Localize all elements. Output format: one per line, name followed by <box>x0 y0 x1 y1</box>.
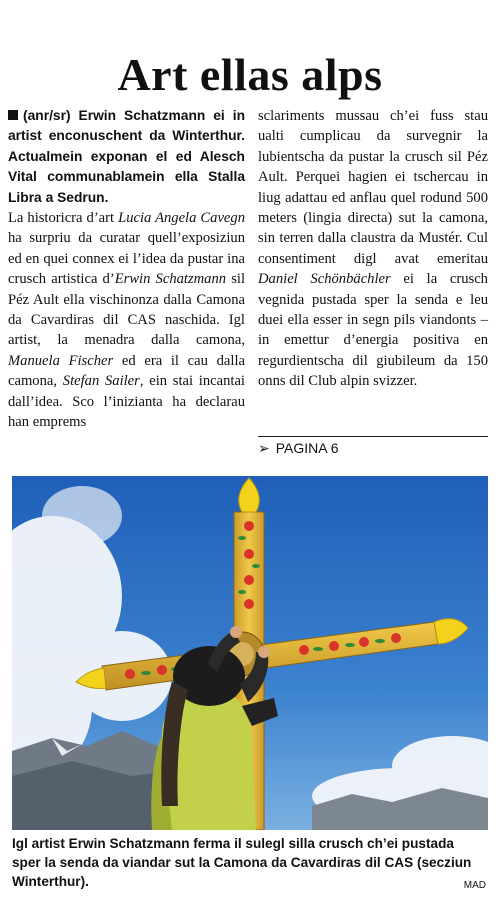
person-name: Manuela Fischer <box>8 352 114 369</box>
headline: Art ellas alps <box>117 48 383 100</box>
person-name: Stefan Sailer <box>62 373 140 390</box>
separator-line <box>258 436 488 437</box>
person-name: Lucia Angela Cavegn <box>118 210 245 227</box>
photo-caption: Igl artist Erwin Schatzmann ferma il sulegl silla crusch ch’ei pustada sper la senda da viandar sut la Camona da Cavardiras dil CAS (secziun Winterthur). <box>12 836 472 889</box>
lead-paragraph <box>8 106 245 208</box>
body-text-left <box>8 208 245 432</box>
page-reference[interactable] <box>258 440 339 457</box>
arrow-right-icon: ➢ <box>258 440 270 456</box>
article-photo <box>12 476 488 830</box>
body-text: , ein stai incantai dall’idea. Sco l’inizianta ha declarau han emprems <box>8 373 245 431</box>
lead-text: (anr/sr) Erwin Schatzmann ei in artist enconuschent da Winterthur. Actualmein exponan el ed Alesch Vital communablamein ella Stalla Libra a Sedrun. <box>8 108 245 205</box>
article-column-left <box>8 106 245 433</box>
black-square-icon <box>8 110 18 120</box>
person-name: Daniel Schönbächler <box>258 271 391 288</box>
body-text: ha surpriu da curatar quell’exposiziun ed en quei connex ei l’idea da pustar ina crusch artistica d’ <box>8 230 245 288</box>
body-text: sclariments mussau ch’ei fuss stau ualti cumplicau da survegnir la lubientscha da pustar la crusch sil Péz Ault. Perquei hagien ei tschercau in liug adattau ed anflau quel rodund 500 meters (lingia directa) sut la camona, sin terren dalla claustra da Mustér. Cul consentiment digl avat emeritau <box>258 108 488 267</box>
body-text: ed era il cau dalla camona, <box>8 352 245 390</box>
body-text: sil Péz Ault ella vischinonza dalla Camona da Cavardiras dil CAS naschida. Igl artist, la menadra dalla camona, <box>8 271 246 349</box>
photo-illustration <box>12 476 488 830</box>
page-reference-label: PAGINA 6 <box>275 440 339 456</box>
person-name: Erwin Schatzmann <box>114 271 227 288</box>
body-text: La historicra d’art <box>8 210 119 227</box>
photo-credit: MAD <box>463 880 486 891</box>
body-text: ei la crusch vegnida pustada sper la senda e leu duei ella esser in segn pils viandonts – in emettur d’energia positiva en regurdientscha dil giubileum da 150 onns dil Club alpin svizzer. <box>258 271 488 390</box>
article-column-right <box>258 106 488 392</box>
